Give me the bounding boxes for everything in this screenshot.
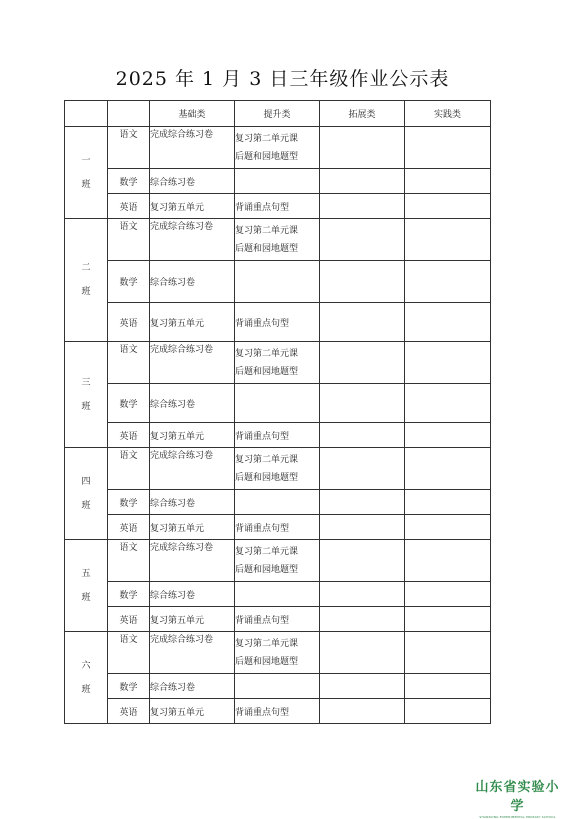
class-label-char: 班: [81, 287, 91, 297]
advanced-task-line: 复习第二单元课: [235, 133, 299, 144]
extended-task-cell: [320, 448, 405, 490]
advanced-task-cell: [235, 674, 320, 699]
extended-task-cell: [320, 261, 405, 303]
practice-task-cell: [405, 342, 491, 384]
table-row: [65, 632, 491, 674]
class-label-char: 班: [81, 592, 91, 603]
class-label-char: 六: [81, 660, 91, 671]
class-label: [65, 219, 108, 342]
table-row: [65, 607, 491, 632]
advanced-task-cell: [235, 303, 320, 342]
class-label-char: 二: [81, 263, 91, 273]
class-label-char: 三: [81, 377, 91, 388]
advanced-task-cell: [235, 342, 320, 384]
advanced-task-cell: [235, 448, 320, 490]
header-class-col: [65, 101, 108, 127]
basic-task-cell: 完成综合练习卷: [150, 219, 235, 261]
extended-task-cell: [320, 699, 405, 724]
advanced-task-line: 复习第二单元课: [235, 348, 299, 359]
advanced-task-line: 复习第二单元课: [235, 546, 299, 557]
subject-cell: 数学: [108, 169, 150, 194]
advanced-task-cell: [235, 515, 320, 540]
subject-cell: 数学: [108, 261, 150, 303]
advanced-task-line: 背诵重点句型: [235, 318, 290, 329]
subject-cell: 英语: [108, 194, 150, 219]
table-row: [65, 582, 491, 607]
practice-task-cell: [405, 194, 491, 219]
table-row: [65, 490, 491, 515]
extended-task-cell: [320, 490, 405, 515]
subject-cell: 语文: [108, 219, 150, 261]
advanced-task-line: 背诵重点句型: [235, 202, 290, 213]
advanced-task-line: 背诵重点句型: [235, 431, 290, 442]
advanced-task-line: 背诵重点句型: [235, 523, 290, 534]
subject-cell: 英语: [108, 303, 150, 342]
advanced-task-line: 后题和园地题型: [235, 366, 299, 377]
practice-task-cell: [405, 303, 491, 342]
practice-task-cell: [405, 490, 491, 515]
subject-cell: 语文: [108, 342, 150, 384]
table-row: [65, 423, 491, 448]
header-advanced: 提升类: [235, 101, 320, 127]
school-logo-name: 山东省实验小学: [475, 780, 560, 814]
class-label-char: 班: [81, 684, 91, 695]
table-row: [65, 515, 491, 540]
advanced-task-line: 复习第二单元课: [235, 638, 299, 649]
basic-task-cell: 复习第五单元: [150, 303, 235, 342]
table-row: [65, 448, 491, 490]
basic-task-cell: 完成综合练习卷: [150, 448, 235, 490]
practice-task-cell: [405, 674, 491, 699]
subject-cell: 数学: [108, 674, 150, 699]
basic-task-cell: 完成综合练习卷: [150, 540, 235, 582]
advanced-task-cell: [235, 194, 320, 219]
advanced-task-line: 后题和园地题型: [235, 151, 299, 162]
practice-task-cell: [405, 607, 491, 632]
table-row: [65, 540, 491, 582]
extended-task-cell: [320, 169, 405, 194]
advanced-task-cell: [235, 607, 320, 632]
class-label-char: 四: [81, 476, 91, 487]
basic-task-cell: 综合练习卷: [150, 674, 235, 699]
header-extended: 拓展类: [320, 101, 405, 127]
practice-task-cell: [405, 699, 491, 724]
extended-task-cell: [320, 423, 405, 448]
table-row: [65, 699, 491, 724]
practice-task-cell: [405, 261, 491, 303]
class-label-char: 班: [81, 401, 91, 412]
table-row: [65, 303, 491, 342]
subject-cell: 语文: [108, 632, 150, 674]
extended-task-cell: [320, 582, 405, 607]
extended-task-cell: [320, 607, 405, 632]
basic-task-cell: 完成综合练习卷: [150, 632, 235, 674]
basic-task-cell: 复习第五单元: [150, 194, 235, 219]
school-logo: [470, 776, 565, 819]
extended-task-cell: [320, 303, 405, 342]
advanced-task-cell: [235, 169, 320, 194]
school-logo-english: SHANDONG EXPERIMENTAL PRIMARY SCHOOL: [479, 815, 556, 819]
practice-task-cell: [405, 219, 491, 261]
subject-cell: 语文: [108, 448, 150, 490]
extended-task-cell: [320, 540, 405, 582]
subject-cell: 数学: [108, 384, 150, 423]
basic-task-cell: 综合练习卷: [150, 582, 235, 607]
class-label-char: 五: [81, 568, 91, 579]
extended-task-cell: [320, 384, 405, 423]
header-row: [65, 101, 491, 127]
practice-task-cell: [405, 515, 491, 540]
advanced-task-line: 后题和园地题型: [235, 656, 299, 667]
basic-task-cell: 复习第五单元: [150, 699, 235, 724]
basic-task-cell: 完成综合练习卷: [150, 342, 235, 384]
extended-task-cell: [320, 515, 405, 540]
class-label-char: 班: [81, 179, 91, 190]
advanced-task-line: 复习第二单元课: [235, 454, 299, 465]
class-label: [65, 448, 108, 540]
advanced-task-line: 后题和园地题型: [235, 472, 299, 483]
extended-task-cell: [320, 674, 405, 699]
practice-task-cell: [405, 127, 491, 169]
basic-task-cell: 综合练习卷: [150, 490, 235, 515]
advanced-task-cell: [235, 540, 320, 582]
table-row: [65, 261, 491, 303]
advanced-task-line: 复习第二单元课: [235, 225, 299, 236]
basic-task-cell: 综合练习卷: [150, 384, 235, 423]
extended-task-cell: [320, 632, 405, 674]
advanced-task-cell: [235, 261, 320, 303]
advanced-task-cell: [235, 490, 320, 515]
practice-task-cell: [405, 632, 491, 674]
table-row: [65, 194, 491, 219]
practice-task-cell: [405, 384, 491, 423]
class-label: [65, 632, 108, 724]
subject-cell: 语文: [108, 127, 150, 169]
advanced-task-line: 背诵重点句型: [235, 615, 290, 626]
extended-task-cell: [320, 219, 405, 261]
subject-cell: 语文: [108, 540, 150, 582]
subject-cell: 英语: [108, 423, 150, 448]
advanced-task-line: 背诵重点句型: [235, 707, 290, 718]
subject-cell: 英语: [108, 607, 150, 632]
class-label: [65, 342, 108, 448]
header-practice: 实践类: [405, 101, 491, 127]
advanced-task-cell: [235, 699, 320, 724]
practice-task-cell: [405, 582, 491, 607]
advanced-task-line: 后题和园地题型: [235, 243, 299, 254]
advanced-task-cell: [235, 127, 320, 169]
basic-task-cell: 复习第五单元: [150, 607, 235, 632]
subject-cell: 数学: [108, 490, 150, 515]
table-row: [65, 674, 491, 699]
practice-task-cell: [405, 423, 491, 448]
table-row: [65, 127, 491, 169]
advanced-task-cell: [235, 632, 320, 674]
practice-task-cell: [405, 448, 491, 490]
table-row: [65, 219, 491, 261]
advanced-task-cell: [235, 384, 320, 423]
table-row: [65, 342, 491, 384]
extended-task-cell: [320, 194, 405, 219]
table-row: [65, 169, 491, 194]
header-subject-col: [108, 101, 150, 127]
extended-task-cell: [320, 342, 405, 384]
table-row: [65, 384, 491, 423]
header-basic: 基础类: [150, 101, 235, 127]
basic-task-cell: 综合练习卷: [150, 169, 235, 194]
subject-cell: 数学: [108, 582, 150, 607]
basic-task-cell: 复习第五单元: [150, 423, 235, 448]
practice-task-cell: [405, 169, 491, 194]
class-label-char: 班: [81, 500, 91, 511]
basic-task-cell: 复习第五单元: [150, 515, 235, 540]
extended-task-cell: [320, 127, 405, 169]
class-label: [65, 127, 108, 219]
subject-cell: 英语: [108, 515, 150, 540]
homework-table: [64, 100, 491, 724]
subject-cell: 英语: [108, 699, 150, 724]
advanced-task-cell: [235, 219, 320, 261]
basic-task-cell: 完成综合练习卷: [150, 127, 235, 169]
basic-task-cell: 综合练习卷: [150, 261, 235, 303]
advanced-task-cell: [235, 582, 320, 607]
advanced-task-cell: [235, 423, 320, 448]
practice-task-cell: [405, 540, 491, 582]
page-title: 2025 年 1 月 3 日三年级作业公示表: [115, 68, 450, 90]
class-label-char: 一: [81, 155, 91, 166]
class-label: [65, 540, 108, 632]
advanced-task-line: 后题和园地题型: [235, 564, 299, 575]
